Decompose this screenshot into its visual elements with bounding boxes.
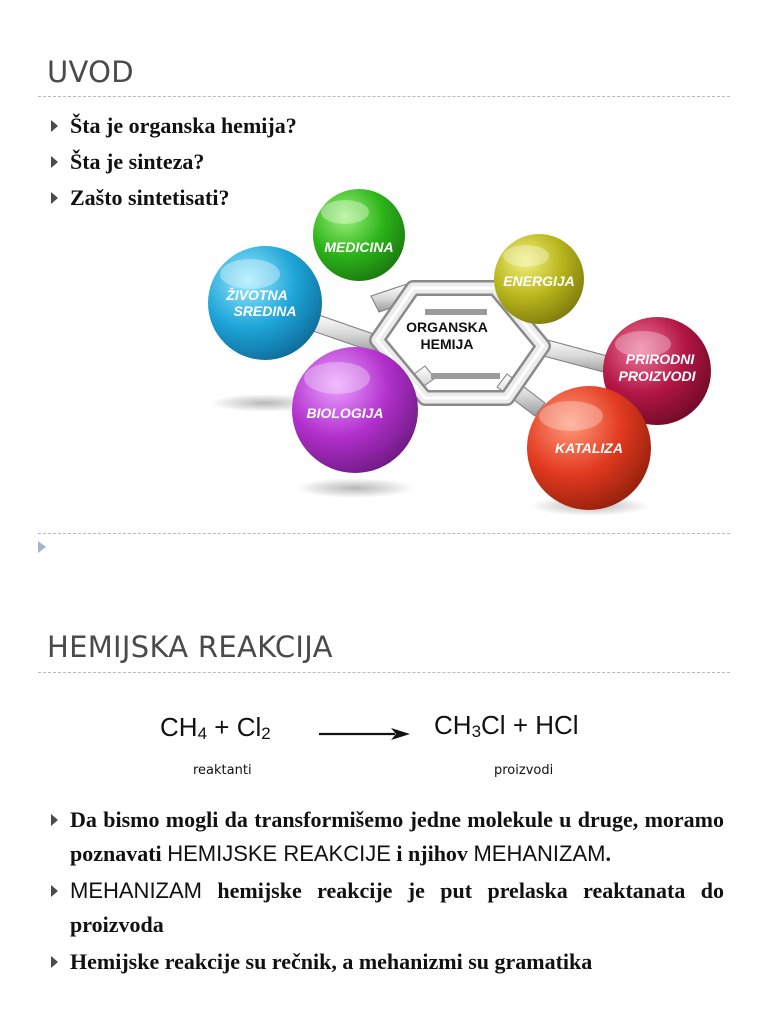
center-label-line2: HEMIJA — [420, 336, 474, 352]
bullet-item — [48, 874, 724, 942]
reactants-term — [160, 712, 271, 743]
reactant-cl: Cl — [236, 712, 262, 742]
node-label: PROIZVODI — [618, 368, 696, 384]
bullet-triangle-icon — [51, 156, 58, 168]
bullet-triangle-icon — [51, 192, 58, 204]
bullet-emphasis: MEHANIZAM — [70, 878, 202, 903]
organic-chemistry-diagram — [195, 188, 735, 518]
bullet-text: Šta je organska hemija? — [70, 113, 297, 138]
bullet-item — [48, 148, 297, 184]
footer-triangle-icon — [38, 541, 46, 553]
bullet-emphasis: MEHANIZAM — [473, 841, 606, 866]
bullet-item — [48, 112, 297, 148]
reactants-label: reaktanti — [193, 763, 252, 778]
plus-sign: + — [214, 712, 230, 742]
reaction-arrow-icon — [317, 724, 412, 744]
bullet-item — [48, 945, 724, 979]
node-medicina — [313, 189, 405, 281]
bullet-triangle-icon — [51, 814, 58, 826]
title-divider — [38, 672, 730, 673]
bullet-list — [48, 803, 724, 982]
product-hcl: HCl — [535, 710, 579, 740]
reactant-ch: CH — [160, 712, 198, 742]
node-zivotna-sredina — [208, 246, 322, 360]
node-kataliza — [527, 386, 651, 510]
bullet-text: . — [605, 841, 611, 866]
bullet-triangle-icon — [51, 120, 58, 132]
product-cl: Cl — [481, 710, 506, 740]
bullet-text: Da bismo mogli da transformišemo jedne molekule u druge, moramo poznavati — [70, 807, 724, 866]
bullet-text: Šta je sinteza? — [70, 149, 205, 174]
product-ch: CH — [434, 710, 472, 740]
bullet-triangle-icon — [51, 956, 58, 968]
subscript: 4 — [197, 724, 208, 743]
node-label: MEDICINA — [324, 239, 394, 255]
products-term — [434, 710, 579, 741]
node-label: PRIRODNI — [625, 351, 695, 367]
subscript: 3 — [471, 722, 482, 741]
node-label: BIOLOGIJA — [306, 405, 384, 421]
slide-title: HEMIJSKA REAKCIJA — [47, 630, 333, 664]
node-label: SREDINA — [233, 303, 297, 319]
slide-hemijska-reakcija — [0, 600, 768, 1024]
shadow — [295, 478, 415, 498]
node-label: ENERGIJA — [503, 273, 575, 289]
bullet-text: i njihov — [390, 841, 474, 866]
bullet-emphasis: HEMIJSKE REAKCIJE — [167, 841, 391, 866]
bullet-triangle-icon — [51, 885, 58, 897]
bullet-text: Hemijske reakcije su rečnik, a mehanizmi su gramatika — [70, 949, 593, 974]
plus-sign: + — [512, 710, 529, 740]
slide-title: UVOD — [47, 55, 134, 89]
products-label: proizvodi — [494, 763, 554, 778]
node-label: ŽIVOTNA — [226, 287, 288, 303]
node-energija — [494, 234, 584, 324]
bullet-text: Zašto sintetisati? — [70, 185, 230, 210]
bullet-text: hemijske reakcije je put prelaska reaktanata do proizvoda — [70, 878, 724, 937]
center-label-line1: ORGANSKA — [406, 319, 488, 335]
subscript: 2 — [261, 724, 271, 743]
bullet-item — [48, 803, 724, 871]
node-biologija — [292, 347, 418, 473]
node-label: KATALIZA — [555, 440, 623, 456]
footer-divider — [38, 533, 730, 534]
title-divider — [38, 96, 730, 97]
